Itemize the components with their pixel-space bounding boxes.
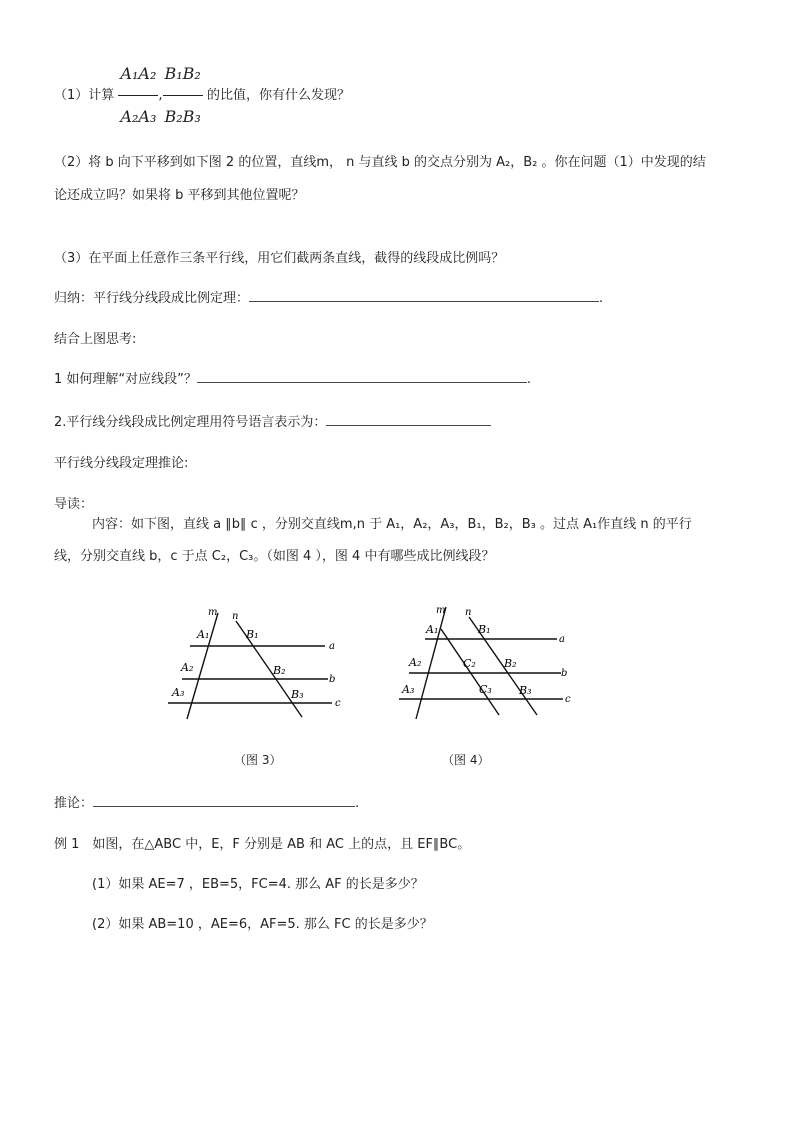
q1-comma: , [158,88,163,103]
corollary-blank [93,794,355,807]
figure-3-caption: （图 3） [234,753,282,767]
example-1-title: 例 1 如图，在△ABC 中，E，F 分别是 AB 和 AC 上的点，且 EF∥BC。 [54,837,471,852]
think-item-1-end: . [526,372,532,387]
fig4-label-B1: B₁ [478,623,491,636]
figure-4 [395,603,585,723]
question-2-line-1: （2）将 b 向下平移到如下图 2 的位置，直线m， n 与直线 b 的交点分别为 A₂，B₂ 。你在问题（1）中发现的结 [54,155,706,170]
think-item-1-label: 1 如何理解“对应线段”？ [54,372,197,387]
fraction-b-numerator: B₁B₂ [163,54,203,96]
fig4-label-a: a [559,634,565,645]
guide-label: 导读： [54,497,94,512]
fig3-label-A2: A₂ [181,661,194,674]
example-1-part-2: (2）如果 AB=10 ，AE=6，AF=5. 那么 FC 的长是多少？ [92,917,433,932]
fig4-label-C3: C₃ [479,683,492,696]
fig4-label-m: m [436,605,446,616]
question-3: （3）在平面上任意作三条平行线，用它们截两条直线，截得的线段成比例吗？ [54,251,505,266]
q1-prefix: （1）计算 [54,88,115,103]
fig3-label-B3: B₃ [291,688,304,701]
fig3-label-B2: B₂ [273,664,286,677]
think-item-1 [54,368,531,387]
think-item-1-blank [197,370,527,383]
corollary-line [54,792,359,811]
summary-line [54,287,603,306]
fig3-label-a: a [329,641,335,652]
example-1-part-1: (1）如果 AE=7 ，EB=5，FC=4. 那么 AF 的长是多少？ [92,877,424,892]
think-item-2-blank [326,413,491,426]
corollary-label: 推论： [54,796,94,811]
figure-3 [160,603,360,723]
fig4-label-b: b [561,668,568,679]
think-item-2-label: 2.平行线分线段成比例定理用符号语言表示为： [54,415,327,430]
fraction-b-denominator: B₂B₃ [164,107,201,126]
fig3-label-B1: B₁ [246,628,259,641]
fig3-label-m: m [208,607,218,618]
q1-suffix: 的比值，你有什么发现？ [206,88,350,103]
fraction-a-numerator: A₁A₂ [118,54,158,96]
summary-label: 归纳：平行线分线段成比例定理： [54,291,250,306]
question-2-line-2: 论还成立吗？如果将 b 平移到其他位置呢？ [54,188,305,203]
fraction-a [118,54,158,137]
fraction-a-denominator: A₂A₃ [120,107,157,126]
fig3-label-b: b [329,674,336,685]
guide-line-1: 内容：如下图，直线 a ∥b∥ c ，分别交直线m,n 于 A₁，A₂，A₃，B₁，B₂，B₃ 。过点 A₁作直线 n 的平行 [92,517,692,532]
fig4-label-A2: A₂ [409,656,422,669]
fig3-label-A3: A₃ [172,686,185,699]
corollary-title: 平行线分线段定理推论: [54,456,189,471]
summary-blank [249,289,599,302]
corollary-end: . [355,796,360,811]
fig3-label-A1: A₁ [197,628,210,641]
fig4-label-A3: A₃ [402,683,415,696]
fig4-line-parallel-through-A1 [441,629,499,715]
think-item-2 [54,411,491,430]
figure-4-caption: （图 4） [442,753,490,767]
think-heading: 结合上图思考: [54,332,137,347]
fig3-label-n: n [232,611,239,622]
fig4-label-B3: B₃ [519,684,532,697]
fig3-label-c: c [335,698,341,709]
question-1 [54,54,350,137]
fig4-label-C2: C₂ [463,657,476,670]
summary-end: . [599,291,604,306]
fig4-label-B2: B₂ [504,657,517,670]
fig4-label-n: n [465,607,472,618]
fraction-b [163,54,203,137]
guide-line-2: 线，分别交直线 b，c 于点 C₂，C₃。（如图 4 ），图 4 中有哪些成比例线段？ [54,549,495,564]
fig4-label-A1: A₁ [426,623,439,636]
fig4-label-c: c [565,694,571,705]
